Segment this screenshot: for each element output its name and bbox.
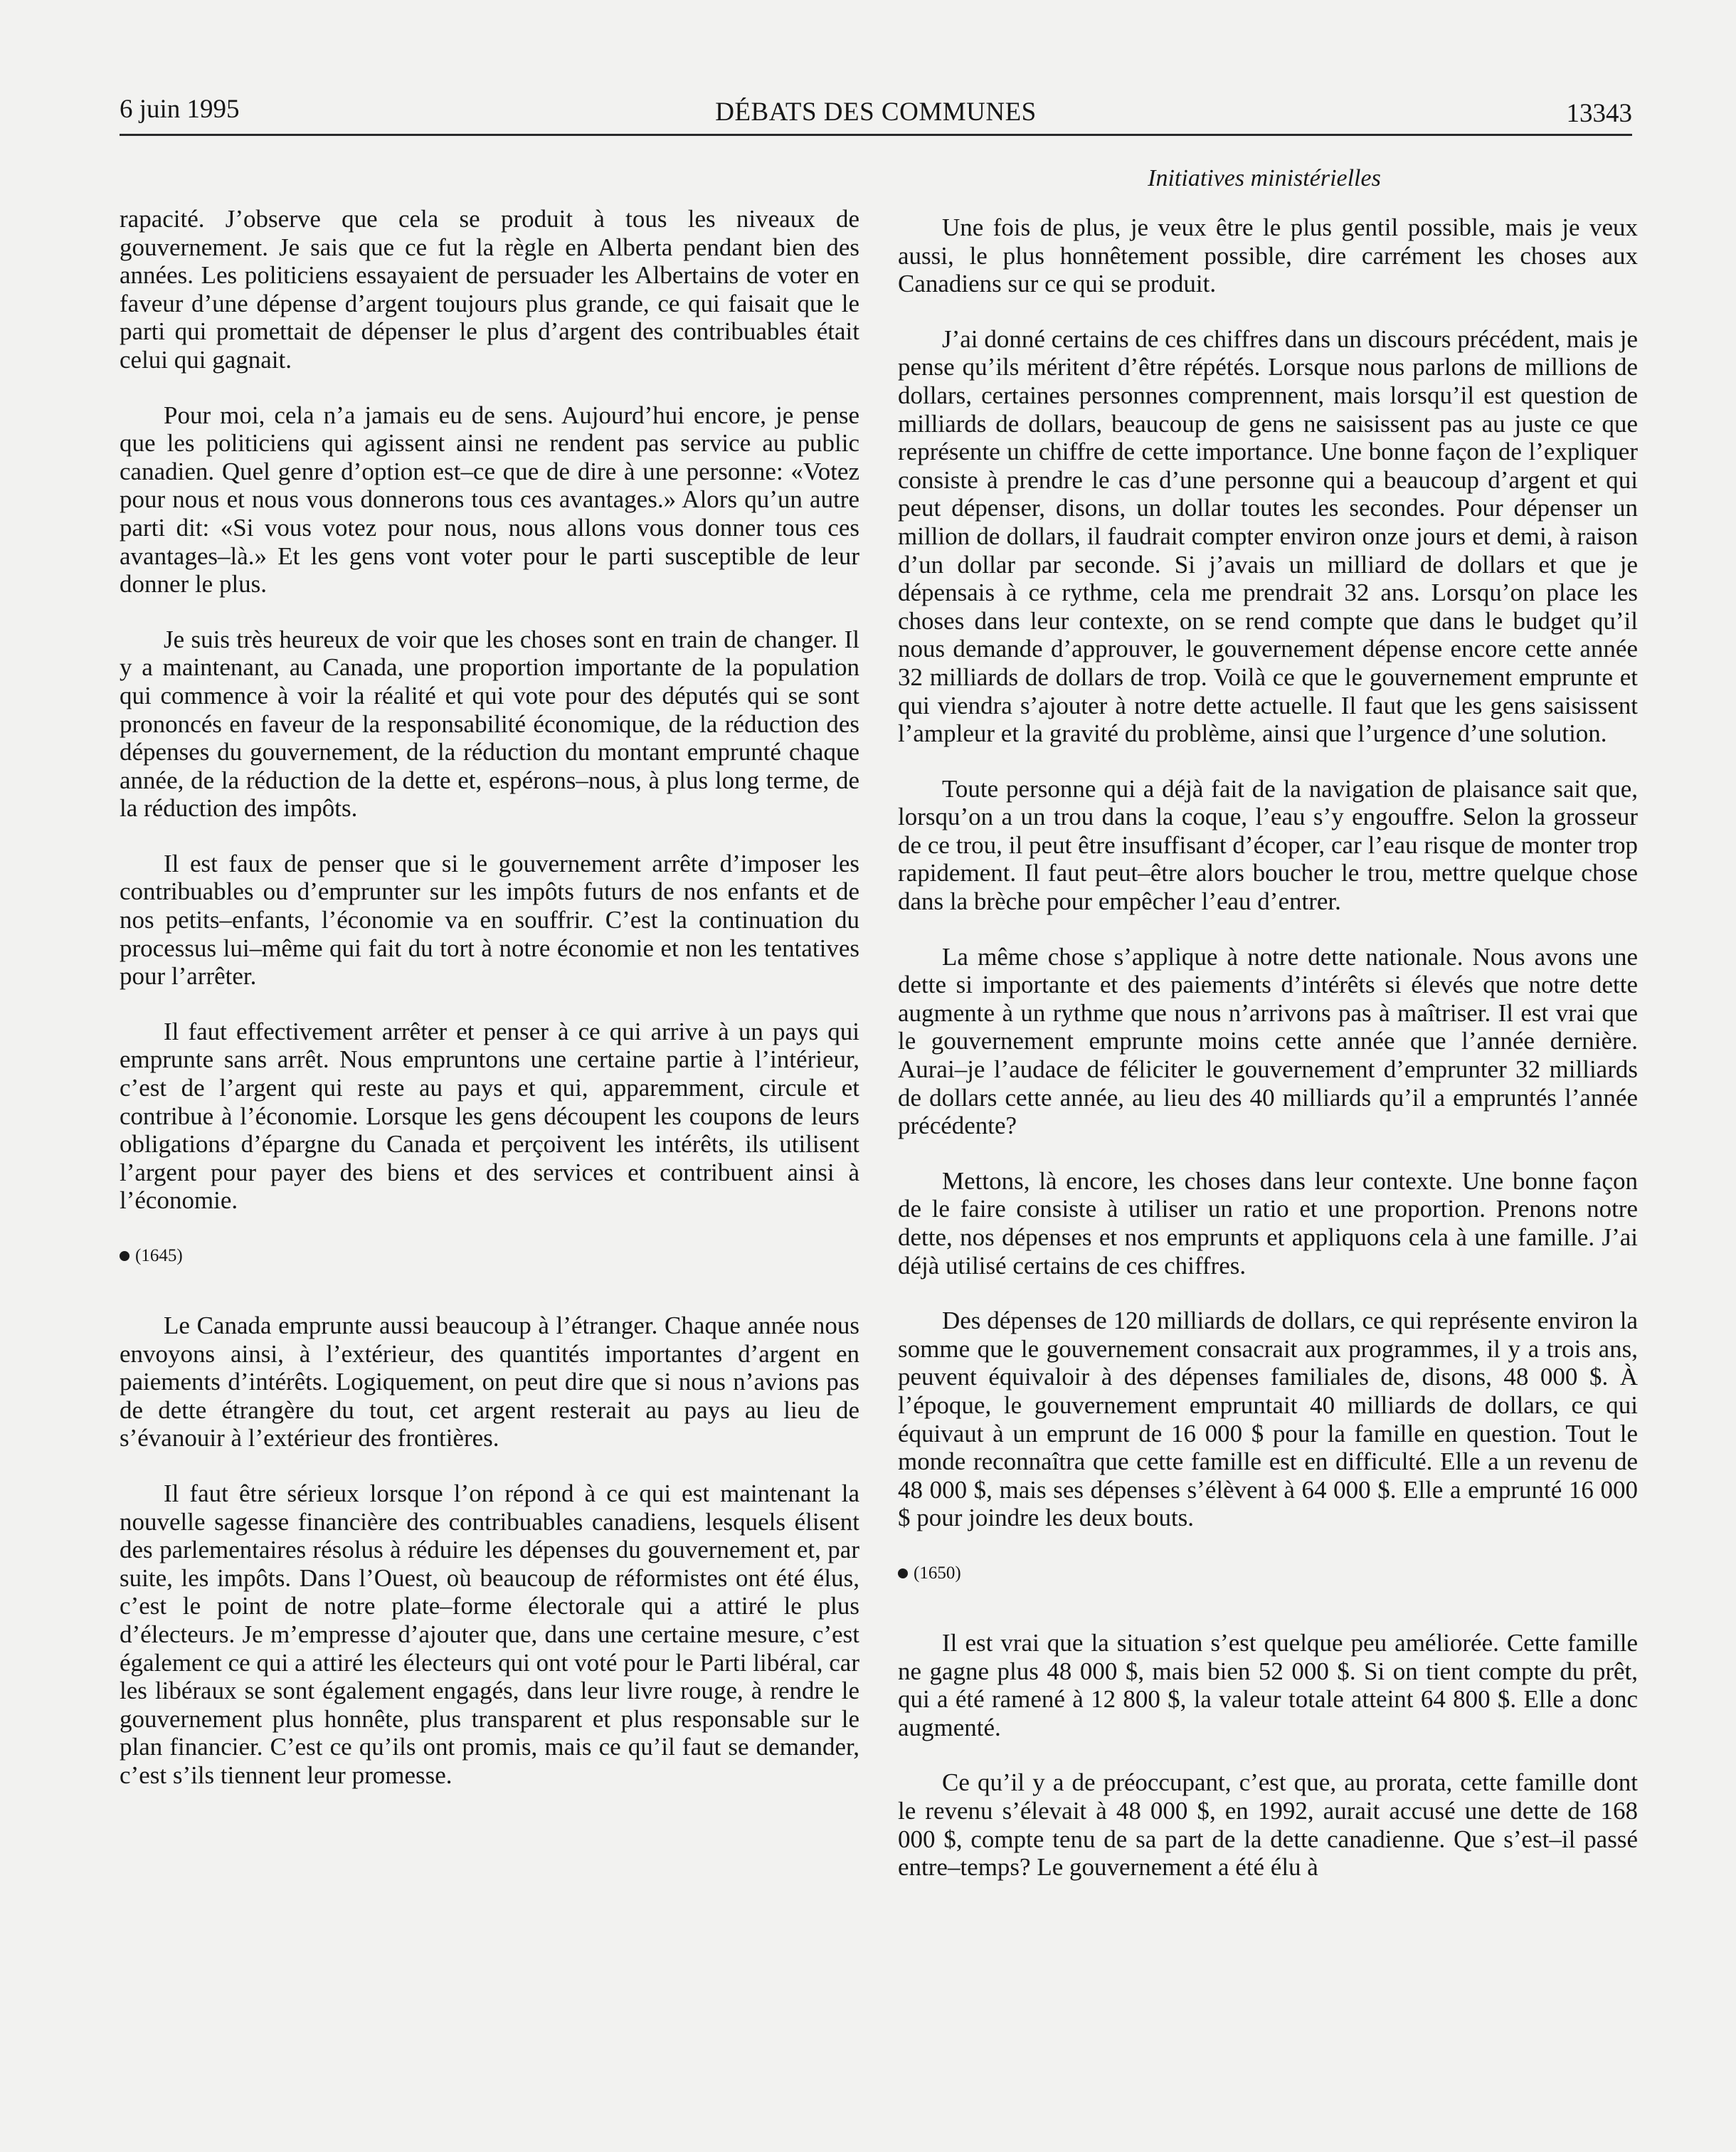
page-number: 13343 — [1566, 99, 1632, 128]
page-header — [120, 83, 1632, 134]
paragraph: Je suis très heureux de voir que les choses sont en train de changer. Il y a maintenant, au Canada, une proportion importante de la population qui commence à voir la réalité et qui vote pour des députés qui se sont prononcés en faveur de la responsabilité économique, de la réduction des dépenses du gouvernement, de la réduction du montant emprunté chaque année, de la réduction de la dette et, espérons–nous, à plus long terme, de la réduction des impôts. — [120, 625, 859, 823]
paragraph: Ce qu’il y a de préoccupant, c’est que, au prorata, cette famille dont le revenu s’élevait à 48 000 $, en 1992, aurait accusé une dette de 168 000 $, compte tenu de sa part de la dette canadienne. Que s’est–il passé entre–temps? Le gouvernement a été élu à — [898, 1768, 1638, 1882]
paragraph: La même chose s’applique à notre dette nationale. Nous avons une dette si importante et des paiements d’intérêts si élevés que notre dette augmente à un rythme que nous n’arrivons pas à maîtriser. Il est vrai que le gouvernement emprunte moins cette année que l’année dernière. Aurai–je l’audace de féliciter le gouvernement d’emprunter 32 milliards de dollars cette année, au lieu des 40 milliards qu’il a empruntés l’année précédente? — [898, 942, 1638, 1140]
time-marker-label: (1645) — [135, 1246, 183, 1265]
paragraph: Il faut être sérieux lorsque l’on répond à ce qui est maintenant la nouvelle sagesse financière des contribuables canadiens, lesquels élisent des parlementaires résolus à réduire les dépenses du gouvernement et, par suite, les impôts. Dans l’Ouest, où beaucoup de réformistes ont été élus, c’est le point de notre plate–forme électorale qui a attiré le plus d’électeurs. Je m’empresse d’ajouter que, dans une certaine mesure, c’est également ce qui a attiré les électeurs qui ont voté pour le Parti libéral, car les libéraux se sont également engagés, dans leur livre rouge, à rendre le gouvernement plus honnête, plus transparent et plus responsable sur le plan financier. C’est ce qu’ils ont promis, mais ce qu’il faut se demander, c’est s’ils tiennent leur promesse. — [120, 1479, 859, 1789]
bullet-icon — [898, 1568, 908, 1578]
paragraph: Pour moi, cela n’a jamais eu de sens. Aujourd’hui encore, je pense que les politiciens qui agissent ainsi ne rendent pas service au public canadien. Quel genre d’option est–ce que de dire à une personne: «Votez pour nous et nous vous donnerons tous ces avantages.» Alors qu’un autre parti dit: «Si vous votez pour nous, nous allons vous donner tous ces avantages–là.» Et les gens vont voter pour le parti susceptible de leur donner le plus. — [120, 401, 859, 598]
paragraph: Mettons, là encore, les choses dans leur contexte. Une bonne façon de le faire consiste à utiliser un ratio et une proportion. Prenons notre dette, nos dépenses et nos emprunts et appliquons cela à une famille. J’ai déjà utilisé certains de ces chiffres. — [898, 1166, 1638, 1280]
paragraph: Il est faux de penser que si le gouvernement arrête d’imposer les contribuables ou d’emprunter sur les impôts futurs de nos enfants et de nos petits–enfants, l’économie va en souffrir. C’est la continuation du processus lui–même qui fait du tort à notre économie et non les tentatives pour l’arrêter. — [120, 849, 859, 991]
header-rule — [120, 134, 1632, 136]
paragraph: rapacité. J’observe que cela se produit à tous les niveaux de gouvernement. Je sais que ce fut la règle en Alberta pendant bien des années. Les politiciens essayaient de persuader les Albertains de voter en faveur d’une dépense d’argent toujours plus grande, ce qui faisait que le parti qui promettait de dépenser le plus d’argent des contribuables était celui qui gagnait. — [120, 205, 859, 374]
paragraph: J’ai donné certains de ces chiffres dans un discours précédent, mais je pense qu’ils méritent d’être répétés. Lorsque nous parlons de millions de dollars, certaines personnes comprennent, mais lorsqu’il est question de milliards de dollars, beaucoup de gens ne saisissent pas au juste ce que représente un chiffre de cette importance. Une bonne façon de l’expliquer consiste à prendre le cas d’une personne qui a beaucoup d’argent et qui peut dépenser, disons, un dollar toutes les secondes. Pour dépenser un million de dollars, il faudrait compter environ onze jours et demi, à raison d’un dollar par seconde. Si j’avais un milliard de dollars et que je dépensais à ce rythme, cela me prendrait 32 ans. Lorsqu’on place les choses dans leur contexte, on se rend compte que dans le budget qu’il nous demande d’approuver, le gouvernement dépense encore cette année 32 milliards de dollars de trop. Voilà ce que le gouvernement emprunte et qui viendra s’ajouter à notre dette actuelle. Il faut que les gens saisissent l’ampleur et la gravité du problème, ainsi que l’urgence d’une solution. — [898, 325, 1638, 748]
paragraph: Toute personne qui a déjà fait de la navigation de plaisance sait que, lorsqu’on a un trou dans la coque, l’eau s’y engouffre. Selon la grosseur de ce trou, il peut être insuffisant d’écoper, car l’eau risque de monter trop rapidement. Il faut peut–être alors boucher le trou, mettre quelque chose dans la brèche pour empêcher l’eau d’entrer. — [898, 774, 1638, 916]
time-marker — [898, 1559, 1638, 1588]
paragraph: Des dépenses de 120 milliards de dollars, ce qui représente environ la somme que le gouvernement consacrait aux programmes, il y a trois ans, peuvent équivaloir à des dépenses familiales de, disons, 48 000 $. À l’époque, le gouvernement empruntait 40 milliards de dollars, ce qui équivaut à un emprunt de 16 000 $ pour la famille en question. Tout le monde reconnaîtra que cette famille est en difficulté. Elle a un revenu de 48 000 $, mais ses dépenses s’élèvent à 64 000 $. Elle a emprunté 16 000 $ pour joindre les deux bouts. — [898, 1307, 1638, 1532]
paragraph: Il est vrai que la situation s’est quelque peu améliorée. Cette famille ne gagne plus 48 000 $, mais bien 52 000 $. Si on tient compte du prêt, qui a été ramené à 12 800 $, la valeur totale atteint 64 800 $. Elle a donc augmenté. — [898, 1628, 1638, 1741]
header-title: DÉBATS DES COMMUNES — [715, 97, 1037, 127]
section-heading: Initiatives ministérielles — [1148, 165, 1381, 191]
paragraph: Il faut effectivement arrêter et penser à ce qui arrive à un pays qui emprunte sans arrêt. Nous empruntons une certaine partie à l’intérieur, c’est de l’argent qui reste au pays et qui, apparemment, circule et contribue à l’économie. Lorsque les gens découpent les coupons de leurs obligations d’épargne du Canada et perçoivent les intérêts, ils utilisent l’argent pour payer des biens et des services et contribuent ainsi à l’économie. — [120, 1017, 859, 1215]
right-column — [898, 213, 1638, 1909]
time-marker — [120, 1242, 859, 1270]
paragraph: Le Canada emprunte aussi beaucoup à l’étranger. Chaque année nous envoyons ainsi, à l’extérieur, des quantités importantes d’argent en paiements d’intérêts. Logiquement, on peut dire que si nous n’avions pas de dette étrangère du tout, cet argent resterait au pays au lieu de s’évanouir à l’extérieur des frontières. — [120, 1312, 859, 1452]
paragraph: Une fois de plus, je veux être le plus gentil possible, mais je veux aussi, le plus honnêtement possible, dire carrément les choses aux Canadiens sur ce qui se produit. — [898, 213, 1638, 298]
bullet-icon — [120, 1251, 129, 1261]
header-date: 6 juin 1995 — [120, 95, 240, 124]
left-column — [120, 205, 859, 1817]
time-marker-label: (1650) — [914, 1563, 961, 1583]
